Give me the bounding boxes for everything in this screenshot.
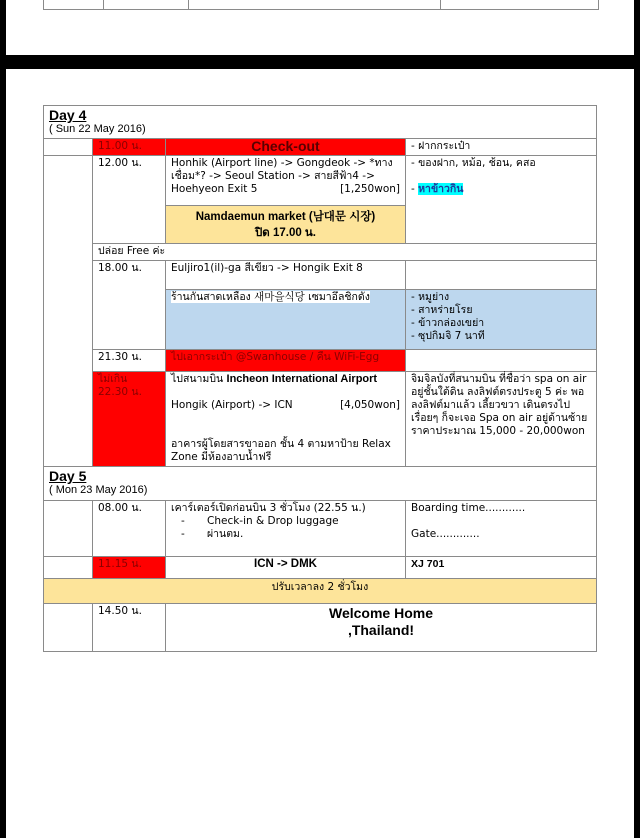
itinerary-table — [43, 105, 597, 652]
time-cell: 12.00 น. — [93, 156, 166, 244]
menu-item: - สาหร่ายโรย — [411, 304, 473, 316]
relax-zone-text: อาคารผู้โดยสารขาออก ชั้น 4 ตามหาป้าย Relax Zone มีห้องอาบน้ำฟรี — [171, 438, 391, 463]
table-row — [44, 501, 597, 557]
day-title: Day 4 — [49, 107, 87, 123]
day-date: ( Sun 22 May 2016) — [49, 123, 146, 135]
flight-number: XJ 701 — [406, 557, 597, 579]
note-cell — [406, 501, 597, 557]
counter-text: เคาร์เตอร์เปิดก่อนบิน 3 ชั่วโมง (22.55 น.) — [171, 502, 366, 514]
note-text: - หาข้าวกิน — [411, 183, 464, 195]
flight-route: ICN -> DMK — [166, 557, 406, 579]
note-cell — [406, 372, 597, 467]
time-text: ไม่เกิน — [98, 373, 128, 385]
spa-price: ราคาประมาณ 15,000 - 20,000won — [411, 425, 585, 437]
fare-text: [1,250won] — [340, 183, 400, 195]
table-row — [44, 372, 597, 467]
activity-cell: ไปเอากระเป๋า @Swanhouse / คืน WiFi-Egg — [166, 350, 406, 372]
activity-cell — [166, 501, 406, 557]
checklist — [171, 515, 400, 541]
time-cell: 11.00 น. — [93, 139, 166, 156]
time-text: 22.30 น. — [98, 386, 142, 398]
timezone-note: ปรับเวลาลง 2 ชั่วโมง — [44, 579, 597, 604]
table-row — [44, 244, 597, 261]
day-col-cell — [44, 604, 93, 652]
document-page — [6, 69, 634, 838]
route-text: เชื่อม*? -> Seoul Station -> สายสีฟ้า4 -> — [171, 170, 375, 182]
note-text: - ของฝาก, หม้อ, ช้อน, คสอ — [411, 157, 536, 169]
day-col-cell — [44, 557, 93, 579]
day-col-cell — [44, 156, 93, 467]
table-row — [44, 156, 597, 244]
market-close: ปิด 17.00 น. — [255, 227, 316, 239]
checklist-item: - ผ่านตม. — [181, 528, 400, 541]
day-date: ( Mon 23 May 2016) — [49, 484, 148, 496]
activity-cell — [166, 372, 406, 467]
note-cell — [406, 261, 597, 290]
time-cell — [93, 372, 166, 467]
route-text: Honhik (Airport line) -> Gongdeok -> *ทาง — [171, 157, 393, 169]
menu-item: - ซุปกิมจิ 7 นาที — [411, 330, 485, 342]
free-time-cell: ปล่อย Free ค่ะ — [93, 244, 597, 261]
spa-note: จิมจิลบังที่สนามบิน ที่ชื่อว่า spa on air อยู่ชั้นใต้ดิน ลงลิฟต์ตรงประตู 5 ค่ะ พอลงลิฟต์มาแล้ว เลี้ยวขวา เดินตรงไปเรื่อยๆ ก็จะเจอ Spa on air อยู่ด้านซ้าย — [411, 373, 588, 424]
note-cell — [406, 156, 597, 244]
menu-item: - ข้าวกล่องเขย่า — [411, 317, 485, 329]
time-cell: 11.15 น. — [93, 557, 166, 579]
welcome-cell — [166, 604, 597, 652]
time-cell: 21.30 น. — [93, 350, 166, 372]
checklist-item: - Check-in & Drop luggage — [181, 515, 400, 528]
menu-item: - หมูย่าง — [411, 291, 450, 303]
table-row — [44, 139, 597, 156]
market-block — [166, 205, 405, 243]
note-cell: - ฝากกระเป๋า — [406, 139, 597, 156]
day-header-row — [44, 106, 597, 139]
table-row — [44, 261, 597, 290]
note-cell — [406, 350, 597, 372]
time-cell: 14.50 น. — [93, 604, 166, 652]
activity-cell — [166, 156, 406, 244]
activity-cell: Euljiro1(il)-ga สีเขียว -> Hongik Exit 8 — [166, 261, 406, 290]
previous-page — [6, 0, 634, 55]
day-title: Day 5 — [49, 468, 87, 484]
route-text: Hongik (Airport) -> ICN — [171, 399, 293, 411]
market-title: Namdaemun market (남대문 시장) — [195, 211, 376, 223]
table-row — [44, 579, 597, 604]
table-row — [44, 557, 597, 579]
boarding-time: Boarding time............ — [411, 502, 526, 514]
menu-cell — [406, 290, 597, 350]
airport-title: ไปสนามบิน Incheon International Airport — [171, 373, 378, 385]
route-text: Hoehyeon Exit 5 — [171, 183, 258, 195]
day-header-row — [44, 467, 597, 501]
highlighted-note: หาข้าวกิน — [418, 183, 464, 195]
restaurant-cell — [166, 290, 406, 350]
table-row — [44, 604, 597, 652]
day-col-cell — [44, 501, 93, 557]
welcome-line: ,Thailand! — [347, 622, 415, 638]
time-cell: 08.00 น. — [93, 501, 166, 557]
time-cell: 18.00 น. — [93, 261, 166, 350]
previous-table-bottom — [43, 0, 599, 10]
fare-text: [4,050won] — [340, 399, 400, 411]
gate: Gate............. — [411, 528, 480, 540]
welcome-line: Welcome Home — [329, 605, 433, 621]
table-row — [44, 350, 597, 372]
restaurant-name: ร้านกันสาดเหลือง 새마을식당 เซมาอึลชิกดัง — [171, 291, 370, 303]
day-col-cell — [44, 139, 93, 156]
activity-cell: Check-out — [166, 139, 406, 156]
